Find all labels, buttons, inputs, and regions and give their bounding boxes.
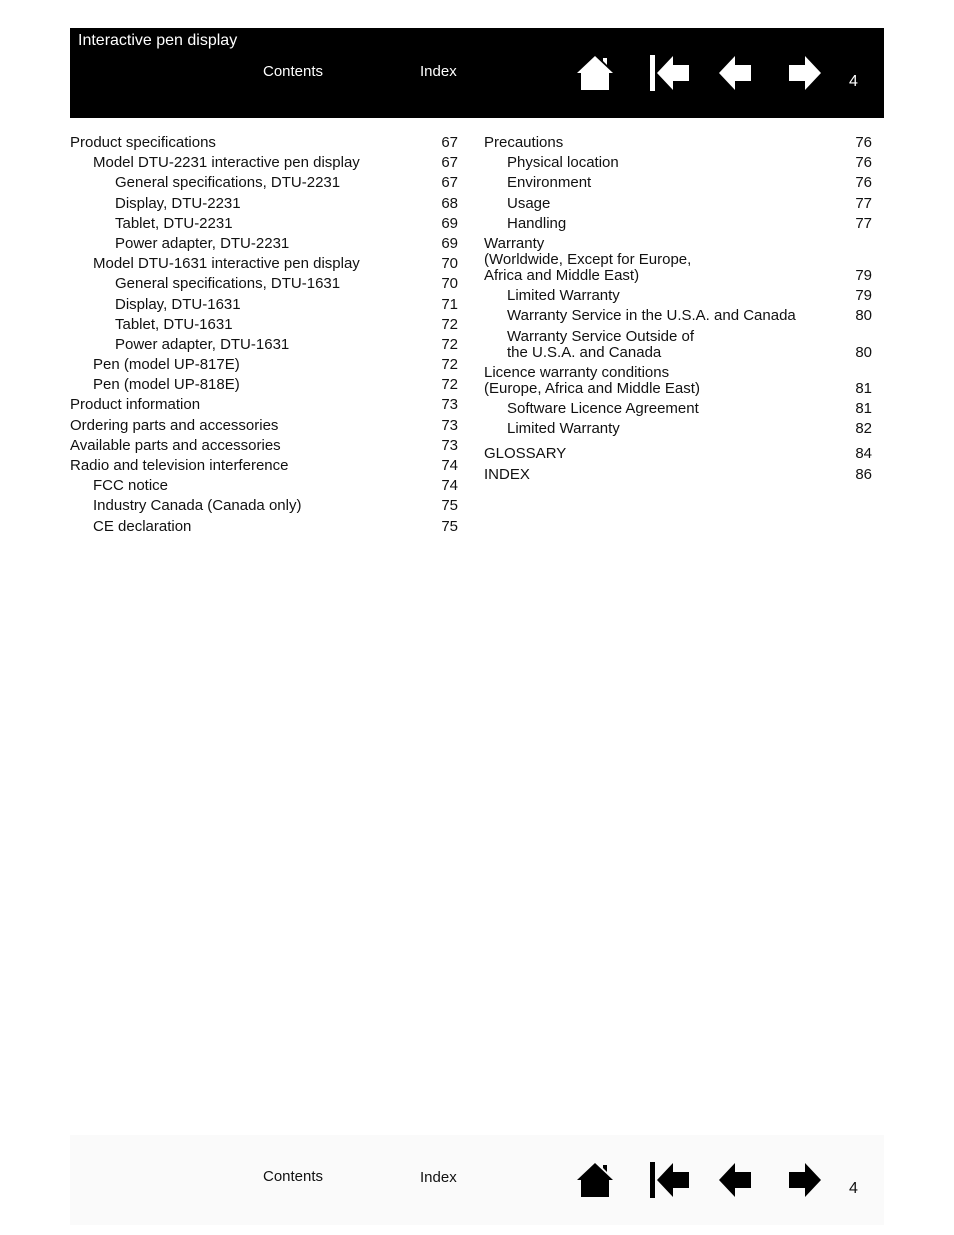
toc-entry-page: 72: [441, 356, 458, 374]
toc-entry-page: 68: [441, 194, 458, 212]
header-bar: [70, 28, 884, 118]
contents-link[interactable]: Contents: [263, 63, 324, 80]
toc-entry-page: 82: [855, 420, 872, 438]
toc-entry[interactable]: [484, 401, 872, 417]
toc-entry-label: Physical location: [507, 154, 619, 172]
toc-entry-page: 74: [441, 477, 458, 495]
home-icon[interactable]: [575, 54, 615, 92]
toc-entry[interactable]: [484, 308, 872, 324]
toc-entry-label: Tablet, DTU-2231: [115, 214, 233, 232]
toc-entry-page: 73: [441, 436, 458, 454]
toc-entry-label: General specifications, DTU-1631: [115, 275, 341, 293]
toc-entry-label: Product information: [70, 396, 201, 414]
toc-entry[interactable]: [484, 288, 872, 304]
toc-entry[interactable]: [70, 256, 458, 272]
toc-entry[interactable]: [70, 438, 458, 454]
toc-entry-page: 80: [855, 307, 872, 325]
toc-entry-label: Limited Warranty: [507, 420, 620, 438]
toc-entry[interactable]: [70, 519, 458, 535]
toc-entry-page: 76: [855, 174, 872, 192]
toc-entry-page: 69: [441, 234, 458, 252]
toc-entry-label: FCC notice: [93, 477, 169, 495]
toc-entry-page: 73: [441, 416, 458, 434]
page-number: 4: [849, 73, 858, 90]
index-link[interactable]: Index: [420, 63, 457, 80]
toc-entry-page: 67: [441, 174, 458, 192]
toc-entry-label: Usage: [507, 194, 551, 212]
previous-page-icon[interactable]: [717, 54, 757, 92]
toc-entry-page: 70: [441, 255, 458, 273]
toc-entry-label: Tablet, DTU-1631: [115, 315, 233, 333]
toc-entry[interactable]: [70, 216, 458, 232]
previous-page-icon[interactable]: [717, 1161, 757, 1199]
toc-entry[interactable]: [70, 397, 458, 413]
toc-entry-label: Licence warranty conditions (Europe, Africa and Middle East): [484, 363, 700, 397]
toc-entry-label: Industry Canada (Canada only): [93, 497, 302, 515]
toc-entry-page: 69: [441, 214, 458, 232]
nav-icons: [575, 54, 830, 94]
first-page-icon[interactable]: [649, 1161, 689, 1199]
toc-entry-label: Radio and television interference: [70, 457, 289, 474]
toc-entry-label: Software Licence Agreement: [507, 399, 699, 417]
toc-entry-label: Ordering parts and accessories: [70, 416, 279, 434]
toc-entry[interactable]: [70, 297, 458, 313]
toc-entry-page: 73: [441, 396, 458, 414]
toc-entry-page: 79: [855, 266, 872, 284]
toc-entry-page: 72: [441, 335, 458, 353]
toc-entry[interactable]: [70, 317, 458, 333]
toc-entry[interactable]: [484, 365, 872, 397]
home-icon[interactable]: [575, 1161, 615, 1199]
toc-entry-label: General specifications, DTU-2231: [115, 174, 341, 192]
toc-entry-label: Display, DTU-1631: [115, 295, 241, 313]
toc-entry[interactable]: [70, 478, 458, 494]
toc-entry-label: Handling: [507, 214, 567, 232]
toc-entry-page: 74: [441, 457, 458, 474]
toc-entry[interactable]: [70, 276, 458, 292]
toc-entry[interactable]: [70, 175, 458, 191]
toc-entry-label: Warranty Service Outside of the U.S.A. and Canada: [507, 327, 695, 361]
toc-entry-label: Environment: [507, 174, 592, 192]
toc-entry-label: Product specifications: [70, 134, 216, 151]
toc-entry[interactable]: [70, 377, 458, 393]
toc-entry-page: 67: [441, 154, 458, 172]
toc-entry-page: 67: [441, 134, 458, 151]
toc-entry[interactable]: [484, 421, 872, 437]
toc-entry-label: Model DTU-1631 interactive pen display: [93, 255, 360, 273]
toc-entry-page: 84: [855, 445, 872, 463]
toc-entry-page: 72: [441, 315, 458, 333]
next-page-icon[interactable]: [783, 1161, 823, 1199]
toc-entry-label: Model DTU-2231 interactive pen display: [93, 154, 360, 172]
index-link[interactable]: Index: [420, 1169, 457, 1186]
toc-entry-label: Pen (model UP-817E): [93, 356, 240, 374]
toc-entry-page: 77: [855, 194, 872, 212]
toc-entry-page: 76: [855, 154, 872, 172]
toc-right-column: [484, 135, 872, 487]
toc-entry-label: Power adapter, DTU-1631: [115, 335, 290, 353]
toc-entry[interactable]: [70, 236, 458, 252]
toc-entry-label: Warranty Service in the U.S.A. and Canada: [507, 307, 796, 325]
toc-entry[interactable]: [70, 357, 458, 373]
contents-link[interactable]: Contents: [263, 1168, 324, 1185]
toc-entry[interactable]: [70, 135, 458, 151]
toc-entry-page: 79: [855, 287, 872, 305]
toc-entry-page: 71: [441, 295, 458, 313]
toc-entry[interactable]: [484, 216, 872, 232]
toc-entry-label: INDEX: [484, 466, 530, 484]
toc-entry-label: Warranty (Worldwide, Except for Europe, Africa and Middle East): [484, 234, 692, 284]
toc-entry-page: 81: [855, 399, 872, 417]
toc-entry[interactable]: [70, 196, 458, 212]
toc-entry-label: Display, DTU-2231: [115, 194, 241, 212]
toc-entry-page: 80: [855, 343, 872, 361]
toc-entry[interactable]: [484, 236, 872, 284]
toc-entry[interactable]: [484, 175, 872, 191]
toc-entry-glossary[interactable]: [484, 446, 872, 462]
toc-entry[interactable]: [484, 329, 872, 361]
toc-entry-page: 77: [855, 214, 872, 232]
toc-entry[interactable]: [484, 196, 872, 212]
toc-entry-page: 76: [855, 134, 872, 151]
toc-entry-page: 81: [855, 379, 872, 397]
toc-entry[interactable]: [70, 458, 458, 474]
next-page-icon[interactable]: [783, 54, 823, 92]
toc-entry-page: 86: [855, 466, 872, 484]
footer-bar: [70, 1135, 884, 1225]
toc-entry-page: 75: [441, 497, 458, 515]
toc-entry-page: 70: [441, 275, 458, 293]
toc-entry-index[interactable]: [484, 467, 872, 483]
toc-entry[interactable]: [70, 155, 458, 171]
toc-entry-page: 72: [441, 376, 458, 394]
page-number: 4: [849, 1180, 858, 1197]
toc-entry-label: Precautions: [484, 134, 564, 151]
toc-entry[interactable]: [70, 337, 458, 353]
document-title: Interactive pen display: [78, 32, 238, 49]
nav-icons: [575, 1161, 830, 1201]
toc-entry[interactable]: [70, 418, 458, 434]
toc-left-column: [70, 135, 458, 539]
toc-entry-page: 75: [441, 517, 458, 535]
toc-entry-label: Available parts and accessories: [70, 436, 281, 454]
toc-entry[interactable]: [70, 498, 458, 514]
toc-entry-label: Limited Warranty: [507, 287, 620, 305]
toc-entry-label: Pen (model UP-818E): [93, 376, 240, 394]
first-page-icon[interactable]: [649, 54, 689, 92]
toc-entry-label: CE declaration: [93, 517, 192, 535]
toc-entry[interactable]: [484, 135, 872, 151]
toc-entry-label: Power adapter, DTU-2231: [115, 234, 290, 252]
toc-entry[interactable]: [484, 155, 872, 171]
toc-entry-label: GLOSSARY: [484, 445, 567, 463]
